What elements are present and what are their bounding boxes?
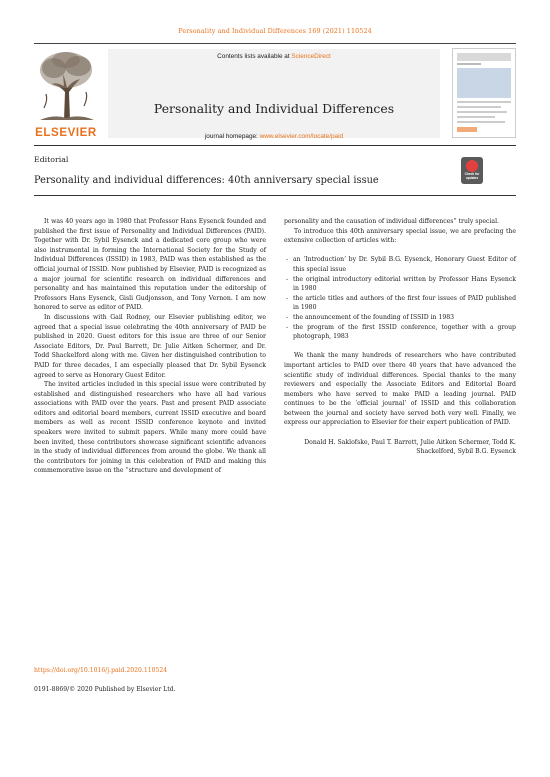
homepage-line bbox=[108, 133, 440, 140]
spacer bbox=[284, 246, 516, 256]
list-item bbox=[284, 294, 516, 313]
body-paragraph-continuation: personality and the causation of individual differences” truly special. bbox=[284, 218, 499, 225]
list-item bbox=[284, 275, 516, 294]
list-item bbox=[284, 255, 516, 274]
dash-bullet-icon: - bbox=[286, 275, 289, 283]
doi-link[interactable]: https://doi.org/10.1016/j.paid.2020.110524 bbox=[34, 667, 168, 674]
dash-bullet-icon: - bbox=[286, 256, 289, 264]
body-paragraph: To introduce this 40th anniversary special issue, we are prefacing the extensive collection of articles with: bbox=[284, 227, 516, 245]
masthead bbox=[34, 43, 516, 146]
body-paragraph: The invited articles included in this special issue were contributed by established and distinguished researchers who have all had various associations with PAID over the years. Past and present PAID associate editors and editorial board members, current ISSID executive and board members as well as recent ISSID conference keynote and invited speakers were invited to submit papers. While many more could have been invited, these contributors showcase significant scientific advances in the study of individual differences from around the globe. We thank all the contributors for joining in this celebration of PAID and making this commemorative issue on the “structure and development of bbox=[34, 381, 266, 475]
homepage-prefix: journal homepage: bbox=[204, 133, 260, 140]
preface-list bbox=[284, 255, 516, 341]
list-item-text: the original introductory editorial written by Professor Hans Eysenck in 1980 bbox=[293, 275, 516, 293]
copyright-notice: 0191-8869/© 2020 Published by Elsevier Ltd. bbox=[34, 686, 176, 693]
journal-reference-link[interactable]: Personality and Individual Differences 169 (2021) 110524 bbox=[178, 27, 372, 35]
sciencedirect-link[interactable]: ScienceDirect bbox=[291, 53, 331, 60]
list-item bbox=[284, 313, 516, 323]
journal-cover-thumbnail bbox=[452, 48, 516, 138]
spacer bbox=[284, 342, 516, 352]
elsevier-tree-logo bbox=[34, 48, 98, 140]
body-paragraph: It was 40 years ago in 1980 that Professor Hans Eysenck founded and published the first issue of Personality and Individual Differences (PAID). Together with Dr. Sybil Eysenck and a dedicated core group who were also instrumental in forming the International Society for the Study of Individual Differences (ISSID) in 1983, PAID was then established as the official journal of ISSID. Now published by Elsevier, PAID is recognized as a major journal for scientific research on individual differences and personality and has maintained this reputation under the editorship of Professors Hans Eysenck, Gisli Gudjonsson, and Tony Vernon. I am now honored to serve as editor of PAID. bbox=[34, 218, 266, 312]
body-paragraph: We thank the many hundreds of researchers who have contributed important articles to PAID over there 40 years that have advanced the scientific study of individual differences. Special thanks to the many reviewers and especially the Associate Editors and Editorial Board members who have served to make PAID a leading journal. PAID continues to be the ‘official journal’ of ISSID and this collaboration between the journal and society have served both very well. Finally, we express our appreciation to Elsevier for their expert publication of PAID. bbox=[284, 352, 516, 427]
body-left-column bbox=[34, 217, 266, 476]
body-right-column bbox=[284, 217, 516, 457]
elsevier-wordmark: ELSEVIER bbox=[35, 127, 97, 139]
contents-line bbox=[108, 53, 440, 60]
contents-prefix: Contents lists available at bbox=[217, 53, 292, 60]
journal-title: Personality and Individual Differences bbox=[153, 101, 395, 116]
check-for-updates-badge[interactable] bbox=[461, 157, 483, 184]
section-label: Editorial bbox=[34, 155, 69, 164]
body-paragraph: In discussions with Gail Rodney, our Elsevier publishing editor, we agreed that a special issue celebrating the 40th anniversary of PAID be published in 2020. Guest editors for this issue are three of our Senior Associate Editors, Dr. Paul Barrett, Dr. Julie Aitken Schermer, and Dr. Todd Shackelford along with me. Given her distinguished contribution to PAID for three decades, I am especially pleased that Dr. Sybil Eysenck agreed to serve as Honorary Guest Editor. bbox=[34, 313, 266, 379]
article-title: Personality and individual differences: 40th anniversary special issue bbox=[34, 175, 379, 186]
dash-bullet-icon: - bbox=[286, 323, 289, 331]
journal-info-panel bbox=[108, 49, 440, 138]
dash-bullet-icon: - bbox=[286, 313, 289, 321]
check-updates-icon bbox=[466, 160, 478, 172]
homepage-url-link[interactable]: www.elsevier.com/locate/paid bbox=[259, 133, 344, 140]
author-signature: Donald H. Saklofske, Paul T. Barrett, Julie Aitken Schermer, Todd K. Shackelford, Sybil B.G. Eysenck bbox=[304, 438, 516, 456]
list-item-text: the announcement of the founding of ISSID in 1983 bbox=[293, 313, 455, 321]
list-item-text: the article titles and authors of the first four issues of PAID published in 1980 bbox=[293, 294, 516, 312]
list-item bbox=[284, 323, 516, 342]
dash-bullet-icon: - bbox=[286, 294, 289, 302]
list-item-text: an ‘Introduction’ by Dr. Sybil B.G. Eysenck, Honorary Guest Editor of this special issue bbox=[293, 256, 516, 273]
check-updates-label: Check for updates bbox=[464, 172, 480, 180]
title-divider bbox=[34, 195, 516, 196]
list-item-text: the program of the first ISSID conference, together with a group photograph, 1983 bbox=[293, 323, 516, 341]
